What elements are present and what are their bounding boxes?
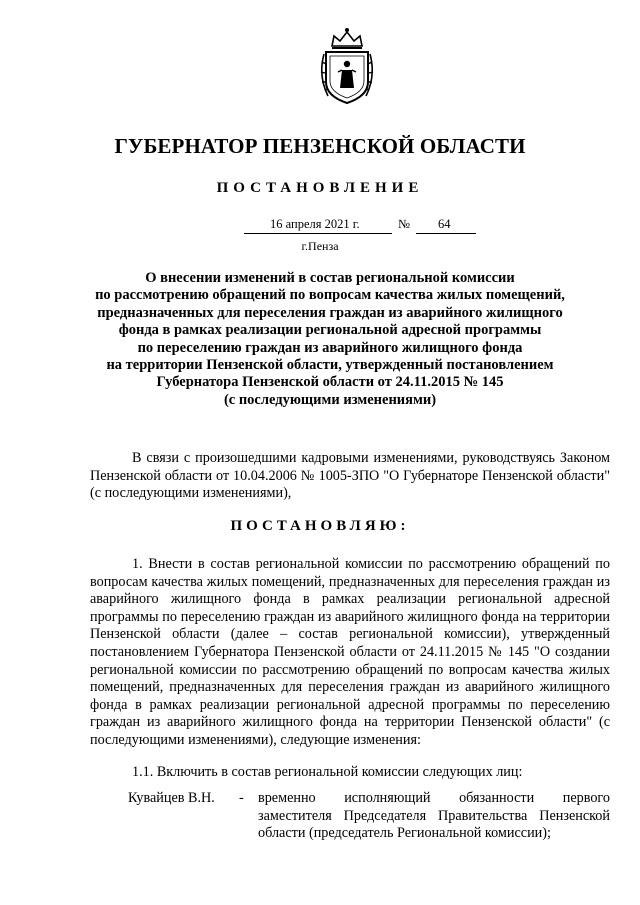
- item-1-1-paragraph: 1.1. Включить в состав региональной комиссии следующих лиц:: [132, 764, 523, 780]
- title-line: по переселению граждан из аварийного жилищного фонда: [137, 339, 523, 356]
- city: г.Пенза: [301, 239, 339, 253]
- member-dash: -: [239, 790, 244, 806]
- decree-heading: ПОСТАНОВЛЯЮ:: [230, 518, 410, 534]
- governor-title: ГУБЕРНАТОР ПЕНЗЕНСКОЙ ОБЛАСТИ: [114, 134, 526, 158]
- document-date: 16 апреля 2021 г.: [270, 217, 360, 231]
- title-line: предназначенных для переселения граждан из аварийного жилищного: [97, 304, 563, 321]
- intro-paragraph: В связи с произошедшими кадровыми изменениями, руководствуясь Законом Пензенской области от 10.04.2006 № 1005-ЗПО "О Губернаторе Пензенской области" (с последующими изменениями),: [90, 450, 610, 502]
- title-line: Губернатора Пензенской области от 24.11.2015 № 145: [156, 374, 504, 391]
- coat-of-arms-icon: [318, 26, 376, 106]
- title-line: фонда в рамках реализации региональной адресной программы: [118, 322, 542, 339]
- document-title: [70, 270, 590, 409]
- document-number: 64: [438, 217, 451, 231]
- member-name: Кувайцев В.Н.: [128, 790, 215, 806]
- number-sign: №: [398, 217, 410, 231]
- member-role: временно исполняющий обязанности первого заместителя Председателя Правительства Пензенской области (председатель Региональной комиссии);: [258, 790, 610, 842]
- title-line: (с последующими изменениями): [223, 391, 437, 408]
- title-line: О внесении изменений в состав региональной комиссии: [145, 270, 515, 286]
- title-line: на территории Пензенской области, утвержденный постановлением: [106, 357, 554, 374]
- document-type: ПОСТАНОВЛЕНИЕ: [216, 180, 424, 196]
- title-line: по рассмотрению обращений по вопросам качества жилых помещений,: [95, 287, 565, 304]
- item-1-paragraph: 1. Внести в состав региональной комиссии по рассмотрению обращений по вопросам качества жилых помещений, предназначенных для переселения граждан из аварийного жилищного фонда в рамках реализации региональной адресной программы по переселению граждан из аварийного жилищного фонда на территории Пензенской области (далее – состав региональной комиссии), утвержденный постановлением Губернатора Пензенской области от 24.11.2015 № 145 "О создании региональной комиссии по рассмотрению обращений по вопросам качества жилых помещений, предназначенных для переселения граждан из аварийного жилищного фонда в рамках реализации региональной адресной программы по переселению граждан из аварийного жилищного фонда на территории Пензенской области" (с последующими изменениями), следующие изменения:: [90, 556, 610, 748]
